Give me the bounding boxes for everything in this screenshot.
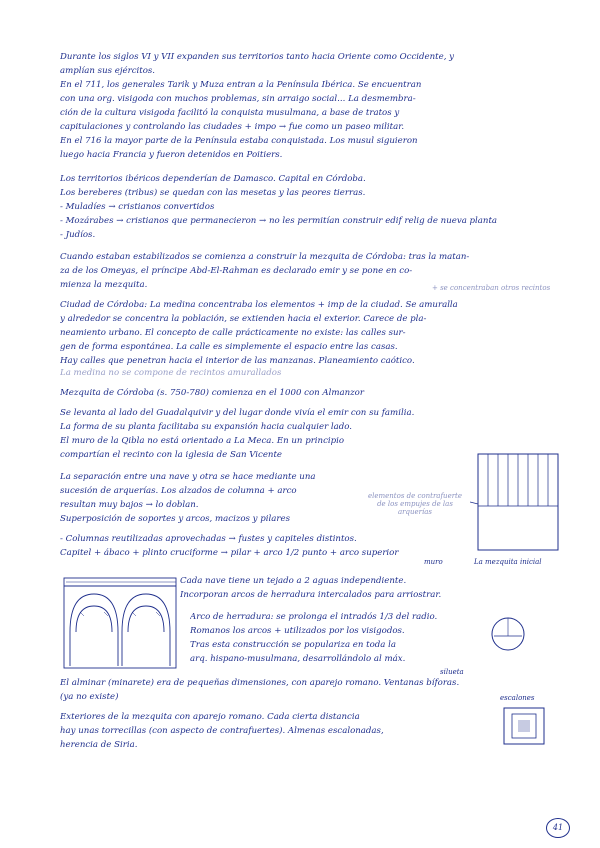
text-line: Arco de herradura: se prolonga el intradós 1/3 del radio. bbox=[190, 612, 438, 622]
diagram-label: elementos de contrafuerte de los empujes de las arquerías bbox=[367, 492, 463, 516]
text-line: luego hacia Francia y fueron detenidos en Poitiers. bbox=[60, 150, 283, 160]
text-line: za de los Omeyas, el príncipe Abd-El-Rahman es declarado emir y se pone en co- bbox=[60, 266, 413, 276]
arches-illustration bbox=[60, 572, 180, 672]
text-line: En el 716 la mayor parte de la Península estaba conquistada. Los musul siguieron bbox=[60, 136, 418, 146]
text-line: Tras esta construcción se populariza en toda la bbox=[190, 640, 397, 650]
text-line: capitulaciones y controlando las ciudades + impo → fue como un paseo militar. bbox=[60, 122, 405, 132]
escalones-label: escalones bbox=[500, 694, 535, 702]
text-line: herencia de Siria. bbox=[60, 740, 138, 750]
text-line: - Muladíes → cristianos convertidos bbox=[60, 202, 215, 212]
text-line: Incorporan arcos de herradura intercalados para arriostrar. bbox=[180, 590, 442, 600]
section-heading-mezquita: Mezquita de Córdoba (s. 750-780) comienza en el 1000 con Almanzor bbox=[60, 388, 364, 398]
text-line: ción de la cultura visigoda facilitó la conquista musulmana, a base de tratos y bbox=[60, 108, 400, 118]
text-line: amplían sus ejércitos. bbox=[60, 66, 156, 76]
text-line: con una org. visigoda con muchos problemas, sin arraigo social... La desmembra- bbox=[60, 94, 416, 104]
text-line: Cuando estaban estabilizados se comienza a construir la mezquita de Córdoba: tras la matan- bbox=[60, 252, 470, 262]
text-line: Hay calles que penetran hacia el interior de las manzanas. Planeamiento caótico. bbox=[60, 356, 415, 366]
text-line: Capitel + ábaco + plinto cruciforme → pilar + arco 1/2 punto + arco superior bbox=[60, 548, 399, 558]
margin-note: + se concentraban otros recintos bbox=[432, 284, 551, 292]
text-line: mienza la mezquita. bbox=[60, 280, 148, 290]
text-line: La medina no se compone de recintos amurallados bbox=[60, 368, 282, 378]
text-line: Romanos los arcos + utilizados por los visigodos. bbox=[190, 626, 405, 636]
muro-label: muro bbox=[424, 558, 443, 566]
text-line: La forma de su planta facilitaba su expansión hacia cualquier lado. bbox=[60, 422, 353, 432]
text-line: Superposición de soportes y arcos, macizos y pilares bbox=[60, 514, 290, 524]
text-line: Se levanta al lado del Guadalquivir y del lugar donde vivía el emir con su familia. bbox=[60, 408, 415, 418]
text-line: La separación entre una nave y otra se hace mediante una bbox=[60, 472, 316, 482]
text-line: Cada nave tiene un tejado a 2 aguas independiente. bbox=[180, 576, 407, 586]
text-line: El alminar (minarete) era de pequeñas dimensiones, con aparejo romano. Ventanas bíforas. bbox=[60, 678, 460, 688]
text-line: Los bereberes (tribus) se quedan con las mesetas y las peores tierras. bbox=[60, 188, 366, 198]
text-line: Los territorios ibéricos dependerían de Damasco. Capital en Córdoba. bbox=[60, 174, 366, 184]
text-line: resultan muy bajos → lo doblan. bbox=[60, 500, 199, 510]
text-line: - Mozárabes → cristianos que permanecieron → no les permitían construir edif relig de nueva planta bbox=[60, 216, 498, 226]
text-line: hay unas torrecillas (con aspecto de contrafuertes). Almenas escalonadas, bbox=[60, 726, 384, 736]
silueta-label: silueta bbox=[440, 668, 464, 676]
mezquita-plan-diagram bbox=[470, 446, 570, 566]
text-line: - Columnas reutilizadas aprovechadas → fustes y capiteles distintos. bbox=[60, 534, 357, 544]
page-number: 41 bbox=[546, 818, 570, 838]
section-heading-ciudad: Ciudad de Córdoba: La medina concentraba los elementos + imp de la ciudad. Se amuralla bbox=[60, 300, 458, 310]
horseshoe-arch-sketch bbox=[488, 614, 528, 654]
text-line: gen de forma espontánea. La calle es simplemente el espacio entre las casas. bbox=[60, 342, 398, 352]
mezquita-inicial-label: La mezquita inicial bbox=[474, 558, 542, 566]
text-line: En el 711, los generales Tarik y Muza entran a la Península Ibérica. Se encuentran bbox=[60, 80, 422, 90]
text-line: compartían el recinto con la iglesia de San Vicente bbox=[60, 450, 283, 460]
text-line: arq. hispano-musulmana, desarrollándolo al máx. bbox=[190, 654, 406, 664]
text-line: El muro de la Qibla no está orientado a La Meca. En un principio bbox=[60, 436, 345, 446]
text-line: Durante los siglos VI y VII expanden sus territorios tanto hacia Oriente como Occidente, y bbox=[60, 52, 455, 62]
text-line: sucesión de arquerías. Los alzados de columna + arco bbox=[60, 486, 297, 496]
text-line: - Judíos. bbox=[60, 230, 96, 240]
text-line: y alrededor se concentra la población, se extienden hacia el exterior. Carece de pla- bbox=[60, 314, 427, 324]
text-line: Exteriores de la mezquita con aparejo romano. Cada cierta distancia bbox=[60, 712, 360, 722]
text-line: neamiento urbano. El concepto de calle prácticamente no existe: las calles sur- bbox=[60, 328, 406, 338]
text-line: (ya no existe) bbox=[60, 692, 119, 702]
window-sketch bbox=[500, 704, 550, 748]
